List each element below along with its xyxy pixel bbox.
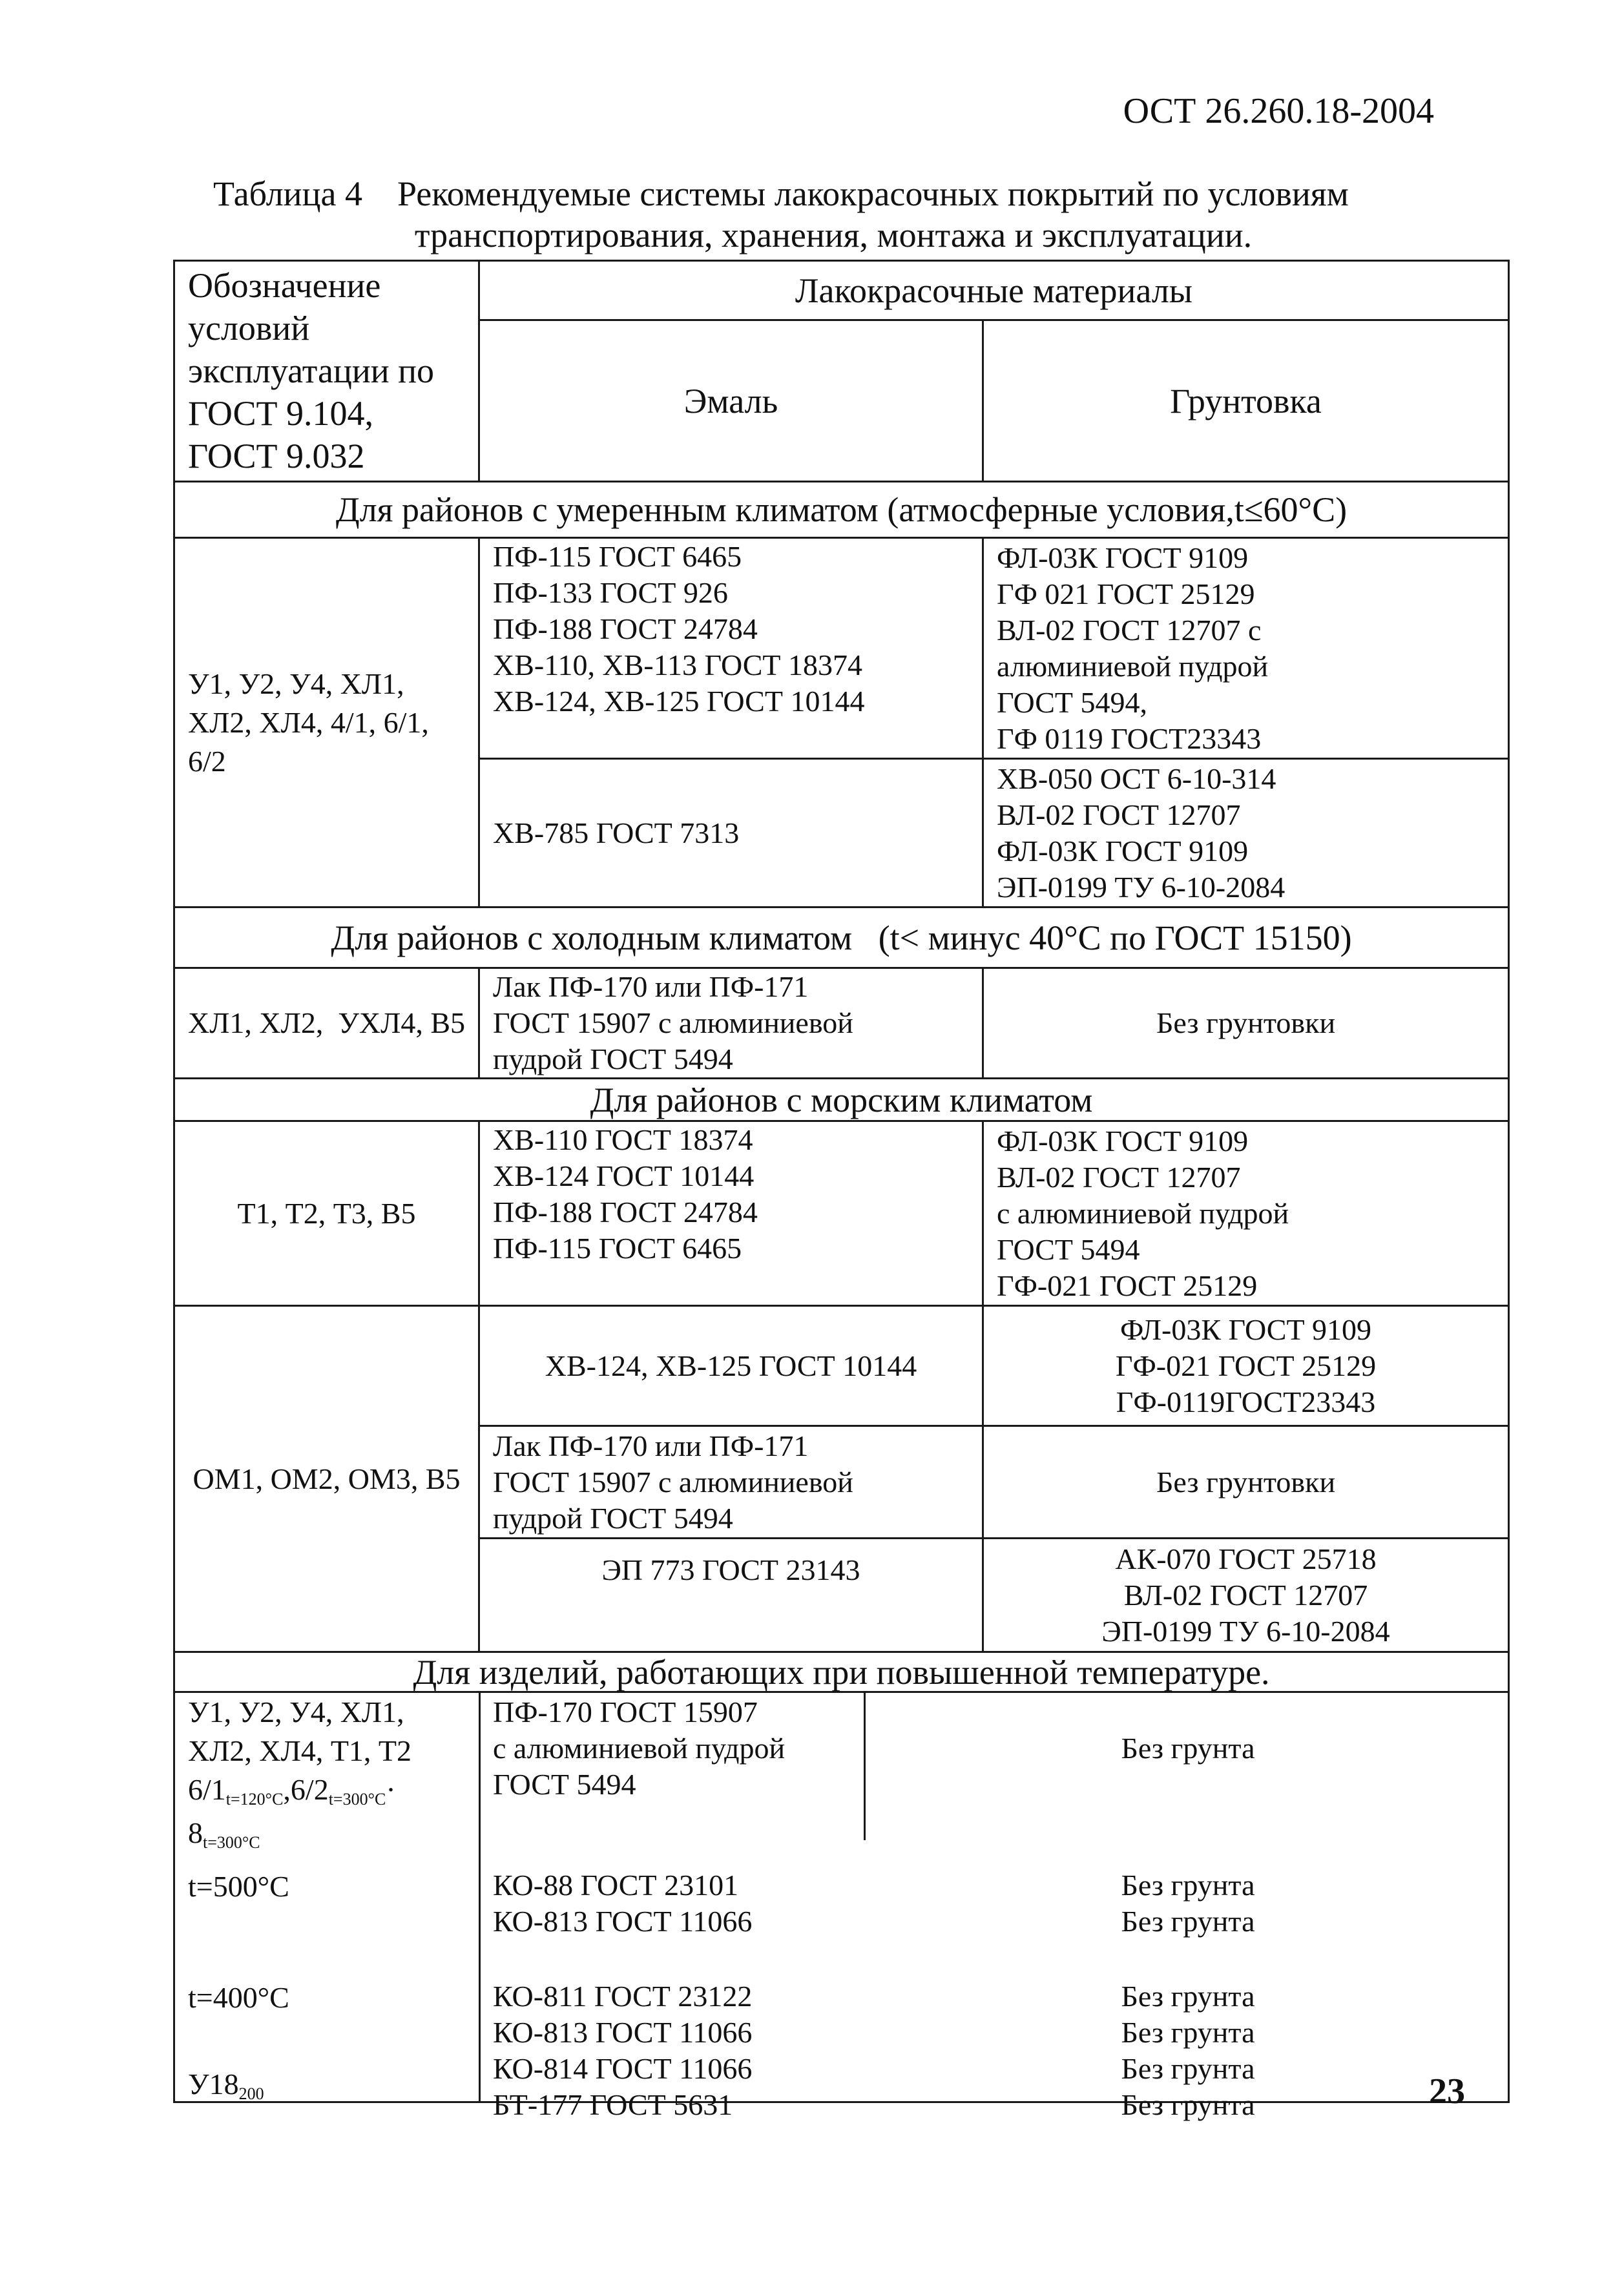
hightemp-enamel-3 bbox=[493, 1978, 752, 2123]
list-item: ГОСТ 5494 bbox=[493, 1768, 636, 1801]
list-item: ВЛ-02 ГОСТ 12707 bbox=[997, 1160, 1241, 1194]
cold-primer: Без грунтовки bbox=[983, 968, 1509, 1079]
list-item: с алюминиевой пудрой bbox=[493, 1732, 786, 1765]
document-code: ОСТ 26.260.18-2004 bbox=[1123, 91, 1434, 131]
list-item: ПФ-170 ГОСТ 15907 bbox=[493, 1695, 758, 1728]
list-item: Без грунта bbox=[1121, 2052, 1255, 2085]
list-item: ФЛ-03К ГОСТ 9109 bbox=[997, 834, 1249, 867]
list-item: ХВ-050 ОСТ 6-10-314 bbox=[997, 762, 1276, 795]
marine-condition-b: ОМ1, ОМ2, ОМ3, В5 bbox=[174, 1306, 479, 1652]
page-number: 23 bbox=[1429, 2071, 1465, 2111]
high-temperature-block bbox=[174, 1692, 1509, 2121]
list-item: ГОСТ 5494 bbox=[997, 1232, 1140, 1266]
list-item: Без грунта bbox=[1121, 1980, 1255, 2013]
list-item: Лак ПФ-170 или ПФ-171 bbox=[493, 1429, 809, 1462]
list-item: КО-813 ГОСТ 11066 bbox=[493, 2016, 753, 2049]
marine-enamel-a bbox=[479, 1121, 983, 1306]
header-conditions: Обозначение условий эксплуатации по ГОСТ 9.104, ГОСТ 9.032 bbox=[174, 261, 479, 482]
list-item: ПФ-115 ГОСТ 6465 bbox=[493, 540, 742, 573]
cold-condition: ХЛ1, ХЛ2, УХЛ4, В5 bbox=[174, 968, 479, 1079]
list-item: АК-070 ГОСТ 25718 bbox=[1115, 1542, 1377, 1575]
list-item: ГФ 0119 ГОСТ23343 bbox=[997, 721, 1262, 755]
list-item: Без грунта bbox=[1121, 1869, 1255, 1902]
list-item: ФЛ-03К ГОСТ 9109 bbox=[1119, 1312, 1372, 1346]
hightemp-u18: $У18_{200}$ bbox=[188, 2068, 264, 2103]
list-item: ПФ-133 ГОСТ 926 bbox=[493, 576, 728, 609]
list-item: ЭП-0199 ТУ 6-10-2084 bbox=[1101, 1614, 1390, 1648]
marine-primer-a bbox=[983, 1121, 1509, 1306]
header-materials: Лакокрасочные материалы bbox=[479, 261, 1509, 320]
list-item: ВЛ-02 ГОСТ 12707 с bbox=[997, 613, 1262, 647]
list-item: ПФ-115 ГОСТ 6465 bbox=[493, 1232, 742, 1265]
hightemp-enamel-2 bbox=[493, 1867, 752, 1940]
list-item: ГФ-021 ГОСТ 25129 bbox=[997, 1269, 1258, 1302]
section-cold-climate: Для районов с холодным климатом (t< минус 40°С по ГОСТ 15150) bbox=[174, 907, 1509, 968]
marine-primer-b3 bbox=[983, 1539, 1509, 1652]
cold-enamel bbox=[479, 968, 983, 1079]
list-item: Без грунта bbox=[1121, 1905, 1255, 1938]
list-item: ВЛ-02 ГОСТ 12707 bbox=[997, 798, 1241, 831]
section-high-temperature: Для изделий, работающих при повышенной температуре. bbox=[174, 1652, 1509, 1692]
list-item: ХВ-124, ХВ-125 ГОСТ 10144 bbox=[493, 685, 865, 718]
list-item: алюминиевой пудрой bbox=[997, 649, 1269, 683]
moderate-primer-2 bbox=[983, 759, 1509, 907]
list-item: ФЛ-03К ГОСТ 9109 bbox=[997, 1124, 1249, 1157]
hightemp-primer-1: Без грунта bbox=[1121, 1732, 1255, 1765]
list-item: ГФ-021 ГОСТ 25129 bbox=[1115, 1349, 1377, 1382]
list-item: Без грунта bbox=[1121, 2016, 1255, 2049]
hightemp-conditions: У1, У2, У4, ХЛ1, ХЛ2, ХЛ4, Т1, Т2 $6/1_{t=120^\circ С},6/2_{t=300^\circ С}\cdot$ $8_{t=300^\circ С}$ bbox=[188, 1695, 412, 1852]
list-item: ГФ 021 ГОСТ 25129 bbox=[997, 577, 1255, 610]
list-item: КО-88 ГОСТ 23101 bbox=[493, 1869, 739, 1902]
list-item: ВЛ-02 ГОСТ 12707 bbox=[1123, 1578, 1368, 1612]
list-item: ПФ-188 ГОСТ 24784 bbox=[493, 1196, 758, 1229]
list-item: КО-813 ГОСТ 11066 bbox=[493, 1905, 753, 1938]
header-primer: Грунтовка bbox=[983, 320, 1509, 482]
hightemp-t400: t=400°С bbox=[188, 1981, 289, 2014]
list-item: ХВ-110 ГОСТ 18374 bbox=[493, 1123, 753, 1156]
list-item: КО-814 ГОСТ 11066 bbox=[493, 2052, 753, 2085]
hightemp-enamel-1 bbox=[493, 1694, 785, 1803]
hightemp-t500: t=500°С bbox=[188, 1870, 289, 1903]
list-item: с алюминиевой пудрой bbox=[997, 1196, 1289, 1230]
marine-primer-b1 bbox=[983, 1306, 1509, 1426]
marine-condition-a: Т1, Т2, Т3, В5 bbox=[174, 1121, 479, 1306]
list-item: ЭП-0199 ТУ 6-10-2084 bbox=[997, 870, 1286, 904]
list-item: ГОСТ 15907 с алюминиевой bbox=[493, 1465, 853, 1498]
hightemp-primer-3 bbox=[866, 1978, 1510, 2123]
marine-enamel-b1: ХВ-124, ХВ-125 ГОСТ 10144 bbox=[479, 1306, 983, 1426]
marine-enamel-b2 bbox=[479, 1426, 983, 1539]
marine-primer-b2: Без грунтовки bbox=[983, 1426, 1509, 1539]
list-item: ГОСТ 15907 с алюминиевой bbox=[493, 1006, 853, 1039]
caption-line-1: Таблица 4 Рекомендуемые системы лакокрасочных покрытий по условиям bbox=[213, 174, 1349, 213]
list-item: ПФ-188 ГОСТ 24784 bbox=[493, 612, 758, 645]
list-item: ФЛ-03К ГОСТ 9109 bbox=[997, 541, 1249, 574]
list-item: БТ-177 ГОСТ 5631 bbox=[493, 2088, 733, 2121]
section-moderate-climate: Для районов с умеренным климатом (атмосферные условия,t≤60°С) bbox=[174, 482, 1509, 538]
list-item: КО-811 ГОСТ 23122 bbox=[493, 1980, 753, 2013]
moderate-primer-1 bbox=[983, 538, 1509, 759]
list-item: ГОСТ 5494, bbox=[997, 685, 1148, 719]
list-item: Без грунта bbox=[1121, 2088, 1255, 2121]
list-item: ХВ-124 ГОСТ 10144 bbox=[493, 1159, 755, 1192]
marine-enamel-b3: ЭП 773 ГОСТ 23143 bbox=[479, 1539, 983, 1652]
caption-line-2: транспортирования, хранения, монтажа и эксплуатации. bbox=[414, 216, 1253, 254]
hightemp-primer-2 bbox=[866, 1867, 1510, 1940]
coatings-table bbox=[173, 260, 1510, 2121]
moderate-enamel-2: ХВ-785 ГОСТ 7313 bbox=[479, 759, 983, 907]
list-item: Лак ПФ-170 или ПФ-171 bbox=[493, 970, 809, 1003]
section-marine-climate: Для районов с морским климатом bbox=[174, 1079, 1509, 1121]
table-caption bbox=[213, 173, 1492, 256]
list-item: ГФ-0119ГОСТ23343 bbox=[1116, 1385, 1376, 1418]
list-item: пудрой ГОСТ 5494 bbox=[493, 1042, 733, 1075]
header-enamel: Эмаль bbox=[479, 320, 983, 482]
list-item: пудрой ГОСТ 5494 bbox=[493, 1501, 733, 1535]
list-item: ХВ-110, ХВ-113 ГОСТ 18374 bbox=[493, 648, 863, 681]
moderate-condition: У1, У2, У4, ХЛ1, ХЛ2, ХЛ4, 4/1, 6/1, 6/2 bbox=[174, 538, 479, 907]
moderate-enamel-1 bbox=[479, 538, 983, 759]
